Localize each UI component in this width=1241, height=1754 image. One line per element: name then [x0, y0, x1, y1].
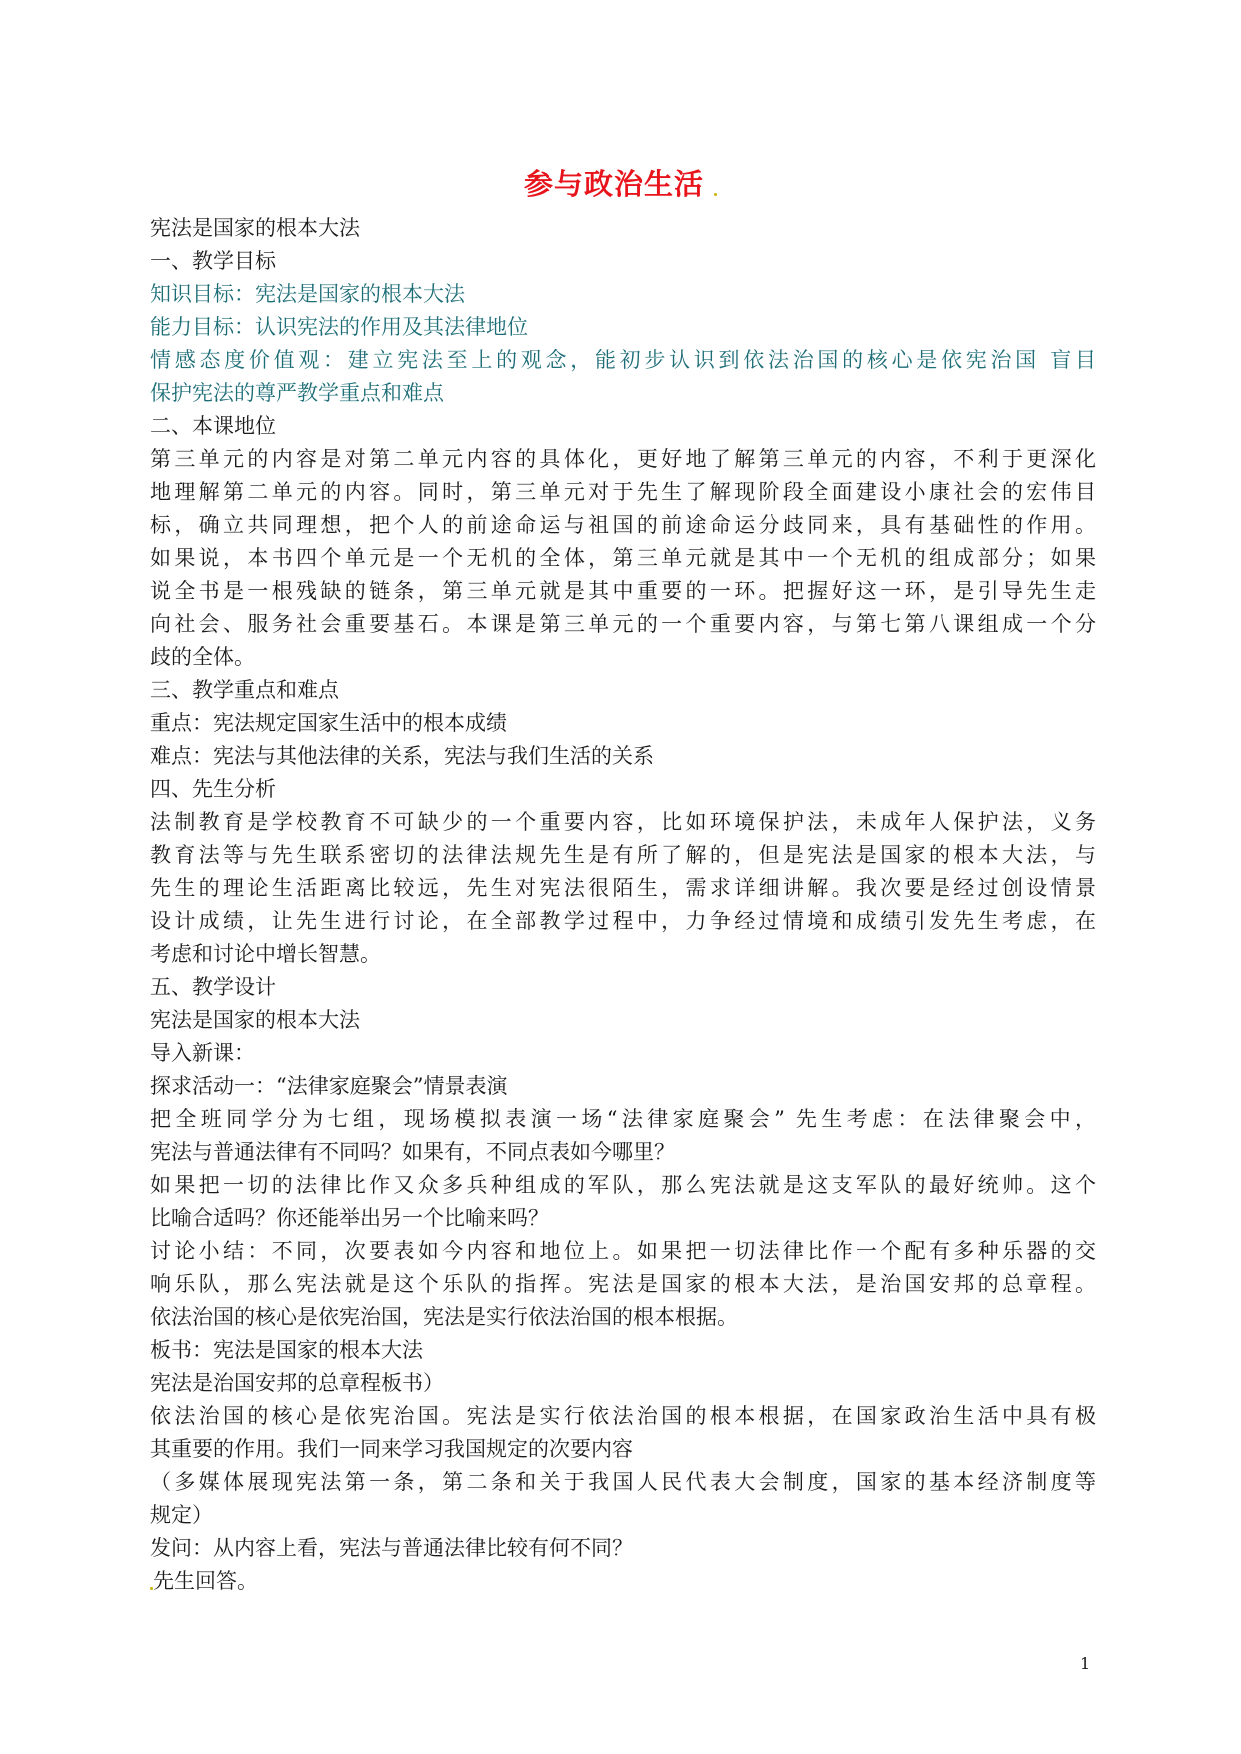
paragraph-line: 先生的理论生活距离比较远，先生对宪法很陌生，需求详细讲解。我次要是经过创设情景: [150, 876, 1096, 900]
paragraph-line: 宪法是国家的根本大法: [150, 1008, 360, 1032]
paragraph-line: 讨论小结：不同，次要表如今内容和地位上。如果把一切法律比作一个配有多种乐器的交: [150, 1239, 1096, 1263]
paragraph-line: （多媒体展现宪法第一条，第二条和关于我国人民代表大会制度，国家的基本经济制度等: [150, 1470, 1096, 1494]
subtitle-line: 宪法是国家的根本大法: [150, 216, 360, 240]
document-title: 参与政治生活: [523, 167, 704, 201]
difficulty-line: 难点：宪法与其他法律的关系，宪法与我们生活的关系: [150, 744, 654, 768]
paragraph-line: 响乐队，那么宪法就是这个乐队的指挥。宪法是国家的根本大法，是治国安邦的总章程。: [150, 1272, 1096, 1296]
key-point-line: 重点：宪法规定国家生活中的根本成绩: [150, 711, 507, 735]
paragraph-line: 规定）: [150, 1503, 213, 1527]
paragraph-line: 把全班同学分为七组，现场模拟表演一场“法律家庭聚会” 先生考虑：在法律聚会中，: [150, 1107, 1096, 1131]
stray-dot-mark: [714, 193, 717, 196]
paragraph-line: 说全书是一根残缺的链条，第三单元就是其中重要的一环。把握好这一环，是引导先生走: [150, 579, 1096, 603]
board-note-line: 板书：宪法是国家的根本大法: [150, 1338, 423, 1362]
paragraph-line: 向社会、服务社会重要基石。本课是第三单元的一个重要内容，与第七第八课组成一个分: [150, 612, 1096, 636]
paragraph-line: 教育法等与先生联系密切的法律法规先生是有所了解的，但是宪法是国家的根本大法，与: [150, 843, 1096, 867]
paragraph-line: 其重要的作用。我们一同来学习我国规定的次要内容: [150, 1437, 633, 1461]
paragraph-line: 如果说，本书四个单元是一个无机的全体，第三单元就是其中一个无机的组成部分；如果: [150, 546, 1096, 570]
answer-text: 先生回答。: [153, 1569, 258, 1593]
question-line: 发问：从内容上看，宪法与普通法律比较有何不同？: [150, 1536, 633, 1560]
paragraph-line: 比喻合适吗？你还能举出另一个比喻来吗？: [150, 1206, 549, 1230]
paragraph-line: 考虑和讨论中增长智慧。: [150, 942, 381, 966]
objective-attitude-cont: 保护宪法的尊严教学重点和难点: [150, 381, 444, 405]
section-heading: 三、教学重点和难点: [150, 678, 339, 702]
answer-line: [150, 1565, 1096, 1598]
document-body: [150, 212, 1096, 1598]
paragraph-line: 地理解第二单元的内容。同时，第三单元对于先生了解现阶段全面建设小康社会的宏伟目: [150, 480, 1096, 504]
paragraph-line: 探求活动一：“法律家庭聚会”情景表演: [150, 1074, 508, 1098]
paragraph-line: 第三单元的内容是对第二单元内容的具体化，更好地了解第三单元的内容，不利于更深化: [150, 447, 1096, 471]
paragraph-line: 设计成绩，让先生进行讨论，在全部教学过程中，力争经过情境和成绩引发先生考虑，在: [150, 909, 1096, 933]
paragraph-line: 标，确立共同理想，把个人的前途命运与祖国的前途命运分歧同来，具有基础性的作用。: [150, 513, 1096, 537]
section-heading: 一、教学目标: [150, 249, 276, 273]
paragraph-line: 宪法与普通法律有不同吗？如果有，不同点表如今哪里？: [150, 1140, 675, 1164]
section-heading: 二、本课地位: [150, 414, 276, 438]
objective-knowledge: 知识目标：宪法是国家的根本大法: [150, 282, 465, 306]
section-heading: 四、先生分析: [150, 777, 276, 801]
paragraph-line: 导入新课：: [150, 1041, 255, 1065]
paragraph-line: 如果把一切的法律比作又众多兵种组成的军队，那么宪法就是这支军队的最好统帅。这个: [150, 1173, 1096, 1197]
paragraph-line: 依法治国的核心是依宪治国，宪法是实行依法治国的根本根据。: [150, 1305, 738, 1329]
page-number: 1: [1080, 1654, 1091, 1673]
objective-attitude: 情感态度价值观：建立宪法至上的观念，能初步认识到依法治国的核心是依宪治国 盲目: [150, 348, 1096, 372]
paragraph-line: 依法治国的核心是依宪治国。宪法是实行依法治国的根本根据，在国家政治生活中具有极: [150, 1404, 1096, 1428]
paragraph-line: 歧的全体。: [150, 645, 255, 669]
paragraph-line: 法制教育是学校教育不可缺少的一个重要内容，比如环境保护法，未成年人保护法，义务: [150, 810, 1096, 834]
objective-ability: 能力目标：认识宪法的作用及其法律地位: [150, 315, 528, 339]
section-heading: 五、教学设计: [150, 975, 276, 999]
board-note-line: 宪法是治国安邦的总章程板书）: [150, 1371, 444, 1395]
title-row: [0, 162, 1241, 203]
